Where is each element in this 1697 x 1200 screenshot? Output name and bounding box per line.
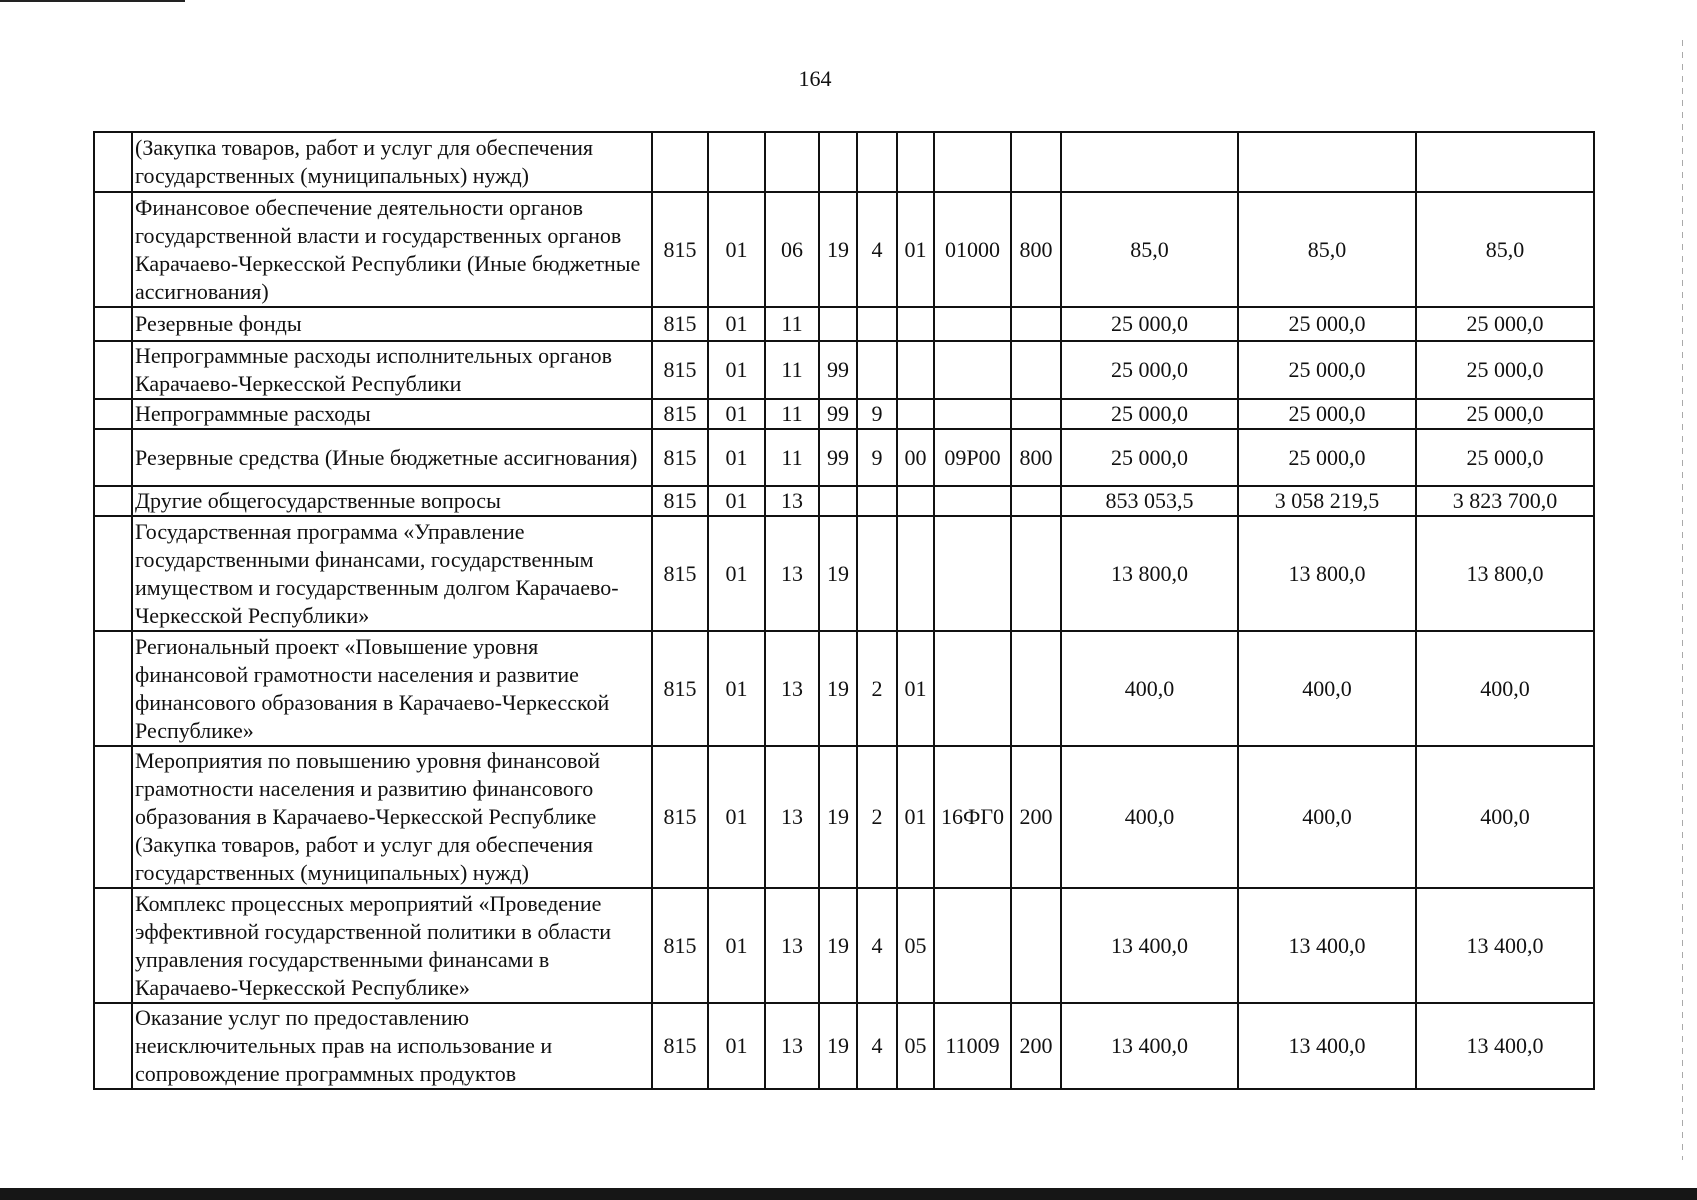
code-subsection-cell: 13 bbox=[765, 746, 819, 888]
code-expense-type-cell bbox=[1011, 341, 1061, 399]
code-expense-type-cell: 200 bbox=[1011, 746, 1061, 888]
amount-year2-cell: 25 000,0 bbox=[1238, 341, 1416, 399]
code-subsection-cell: 13 bbox=[765, 888, 819, 1003]
amount-year2-cell: 25 000,0 bbox=[1238, 399, 1416, 429]
code-direction-cell bbox=[934, 631, 1011, 746]
amount-year3-cell bbox=[1416, 132, 1594, 192]
code-subprogram-type-cell bbox=[857, 341, 897, 399]
table-row bbox=[94, 192, 1594, 307]
code-subsection-cell: 13 bbox=[765, 516, 819, 631]
amount-year1-cell: 13 400,0 bbox=[1061, 1003, 1238, 1089]
row-name-cell: Непрограммные расходы исполнительных органов Карачаево-Черкесской Республики bbox=[132, 341, 652, 399]
code-ministry-cell bbox=[652, 132, 708, 192]
amount-year1-cell: 400,0 bbox=[1061, 746, 1238, 888]
row-name-cell: Непрограммные расходы bbox=[132, 399, 652, 429]
code-direction-cell bbox=[934, 399, 1011, 429]
row-name-cell: Региональный проект «Повышение уровня финансовой грамотности населения и развитие финансового образования в Карачаево-Черкесской Республике» bbox=[132, 631, 652, 746]
table-row bbox=[94, 399, 1594, 429]
code-subprogram-type-cell bbox=[857, 486, 897, 516]
code-expense-type-cell bbox=[1011, 486, 1061, 516]
code-section-cell: 01 bbox=[708, 486, 765, 516]
amount-year2-cell: 13 400,0 bbox=[1238, 888, 1416, 1003]
code-expense-type-cell: 800 bbox=[1011, 192, 1061, 307]
code-subprogram-type-cell: 4 bbox=[857, 888, 897, 1003]
amount-year3-cell: 85,0 bbox=[1416, 192, 1594, 307]
code-subsection-cell: 11 bbox=[765, 307, 819, 341]
code-subprogram-type-cell: 9 bbox=[857, 429, 897, 486]
amount-year2-cell: 25 000,0 bbox=[1238, 429, 1416, 486]
amount-year2-cell: 13 800,0 bbox=[1238, 516, 1416, 631]
code-section-cell: 01 bbox=[708, 192, 765, 307]
table-row bbox=[94, 307, 1594, 341]
amount-year3-cell: 400,0 bbox=[1416, 631, 1594, 746]
code-direction-cell: 11009 bbox=[934, 1003, 1011, 1089]
code-subsection-cell: 13 bbox=[765, 1003, 819, 1089]
code-direction-cell: 16ФГ0 bbox=[934, 746, 1011, 888]
row-name-cell: Комплекс процессных мероприятий «Проведение эффективной государственной политики в области управления государственными финансами в Карачаево-Черкесской Республике» bbox=[132, 888, 652, 1003]
row-index-cell bbox=[94, 192, 132, 307]
amount-year1-cell: 13 400,0 bbox=[1061, 888, 1238, 1003]
code-ministry-cell: 815 bbox=[652, 341, 708, 399]
code-program-cell: 19 bbox=[819, 1003, 857, 1089]
code-program-cell: 99 bbox=[819, 399, 857, 429]
code-section-cell: 01 bbox=[708, 746, 765, 888]
row-index-cell bbox=[94, 429, 132, 486]
amount-year3-cell: 13 400,0 bbox=[1416, 888, 1594, 1003]
code-direction-cell: 09Р00 bbox=[934, 429, 1011, 486]
row-index-cell bbox=[94, 399, 132, 429]
amount-year3-cell: 3 823 700,0 bbox=[1416, 486, 1594, 516]
row-name-cell: Резервные средства (Иные бюджетные ассигнования) bbox=[132, 429, 652, 486]
row-index-cell bbox=[94, 888, 132, 1003]
table-row bbox=[94, 1003, 1594, 1089]
code-subsection-cell: 13 bbox=[765, 486, 819, 516]
amount-year2-cell: 3 058 219,5 bbox=[1238, 486, 1416, 516]
code-section-cell: 01 bbox=[708, 341, 765, 399]
code-section-cell: 01 bbox=[708, 307, 765, 341]
code-subsection-cell: 06 bbox=[765, 192, 819, 307]
code-structural-element-cell: 05 bbox=[897, 1003, 934, 1089]
row-index-cell bbox=[94, 341, 132, 399]
amount-year2-cell: 400,0 bbox=[1238, 746, 1416, 888]
table-row bbox=[94, 516, 1594, 631]
code-structural-element-cell bbox=[897, 132, 934, 192]
code-section-cell: 01 bbox=[708, 429, 765, 486]
row-name-cell: (Закупка товаров, работ и услуг для обеспечения государственных (муниципальных) нужд) bbox=[132, 132, 652, 192]
code-subprogram-type-cell: 2 bbox=[857, 746, 897, 888]
code-subsection-cell: 11 bbox=[765, 399, 819, 429]
code-structural-element-cell bbox=[897, 516, 934, 631]
amount-year3-cell: 400,0 bbox=[1416, 746, 1594, 888]
code-subprogram-type-cell: 4 bbox=[857, 192, 897, 307]
row-name-cell: Резервные фонды bbox=[132, 307, 652, 341]
row-index-cell bbox=[94, 1003, 132, 1089]
budget-table bbox=[93, 131, 1595, 1090]
amount-year3-cell: 25 000,0 bbox=[1416, 429, 1594, 486]
amount-year2-cell: 13 400,0 bbox=[1238, 1003, 1416, 1089]
code-subsection-cell: 13 bbox=[765, 631, 819, 746]
code-expense-type-cell bbox=[1011, 132, 1061, 192]
table-row bbox=[94, 429, 1594, 486]
code-direction-cell bbox=[934, 341, 1011, 399]
amount-year2-cell bbox=[1238, 132, 1416, 192]
row-index-cell bbox=[94, 132, 132, 192]
code-expense-type-cell bbox=[1011, 307, 1061, 341]
code-structural-element-cell bbox=[897, 341, 934, 399]
code-ministry-cell: 815 bbox=[652, 516, 708, 631]
table-row bbox=[94, 746, 1594, 888]
amount-year2-cell: 400,0 bbox=[1238, 631, 1416, 746]
row-name-cell: Мероприятия по повышению уровня финансовой грамотности населения и развитию финансового образования в Карачаево-Черкесской Республике (Закупка товаров, работ и услуг для обеспечения государственных (муниципальных) нужд) bbox=[132, 746, 652, 888]
code-structural-element-cell bbox=[897, 399, 934, 429]
code-direction-cell: 01000 bbox=[934, 192, 1011, 307]
code-ministry-cell: 815 bbox=[652, 429, 708, 486]
row-index-cell bbox=[94, 486, 132, 516]
scan-artifact-right-edge bbox=[1682, 40, 1683, 1160]
code-ministry-cell: 815 bbox=[652, 888, 708, 1003]
amount-year1-cell: 85,0 bbox=[1061, 192, 1238, 307]
code-expense-type-cell bbox=[1011, 399, 1061, 429]
code-structural-element-cell: 01 bbox=[897, 631, 934, 746]
code-program-cell bbox=[819, 132, 857, 192]
code-structural-element-cell: 01 bbox=[897, 746, 934, 888]
amount-year1-cell: 25 000,0 bbox=[1061, 307, 1238, 341]
code-program-cell: 19 bbox=[819, 516, 857, 631]
code-subprogram-type-cell bbox=[857, 516, 897, 631]
code-program-cell bbox=[819, 486, 857, 516]
code-section-cell bbox=[708, 132, 765, 192]
amount-year1-cell: 13 800,0 bbox=[1061, 516, 1238, 631]
amount-year2-cell: 25 000,0 bbox=[1238, 307, 1416, 341]
amount-year3-cell: 13 400,0 bbox=[1416, 1003, 1594, 1089]
code-program-cell: 19 bbox=[819, 192, 857, 307]
code-structural-element-cell: 05 bbox=[897, 888, 934, 1003]
code-program-cell: 99 bbox=[819, 341, 857, 399]
row-name-cell: Другие общегосударственные вопросы bbox=[132, 486, 652, 516]
amount-year3-cell: 25 000,0 bbox=[1416, 341, 1594, 399]
code-section-cell: 01 bbox=[708, 1003, 765, 1089]
code-expense-type-cell: 800 bbox=[1011, 429, 1061, 486]
code-ministry-cell: 815 bbox=[652, 399, 708, 429]
code-subprogram-type-cell bbox=[857, 307, 897, 341]
code-structural-element-cell: 01 bbox=[897, 192, 934, 307]
code-subprogram-type-cell bbox=[857, 132, 897, 192]
code-ministry-cell: 815 bbox=[652, 1003, 708, 1089]
code-subprogram-type-cell: 4 bbox=[857, 1003, 897, 1089]
amount-year1-cell bbox=[1061, 132, 1238, 192]
amount-year1-cell: 25 000,0 bbox=[1061, 429, 1238, 486]
code-ministry-cell: 815 bbox=[652, 486, 708, 516]
page-number: 164 bbox=[798, 66, 832, 91]
code-subprogram-type-cell: 9 bbox=[857, 399, 897, 429]
code-subsection-cell: 11 bbox=[765, 429, 819, 486]
code-section-cell: 01 bbox=[708, 516, 765, 631]
code-program-cell: 19 bbox=[819, 888, 857, 1003]
amount-year1-cell: 400,0 bbox=[1061, 631, 1238, 746]
amount-year1-cell: 25 000,0 bbox=[1061, 399, 1238, 429]
code-subsection-cell bbox=[765, 132, 819, 192]
code-structural-element-cell: 00 bbox=[897, 429, 934, 486]
row-index-cell bbox=[94, 631, 132, 746]
code-program-cell: 19 bbox=[819, 631, 857, 746]
code-structural-element-cell bbox=[897, 307, 934, 341]
code-ministry-cell: 815 bbox=[652, 307, 708, 341]
row-name-cell: Государственная программа «Управление государственными финансами, государственным имуществом и государственным долгом Карачаево-Черкесской Республики» bbox=[132, 516, 652, 631]
code-section-cell: 01 bbox=[708, 631, 765, 746]
table-body bbox=[94, 132, 1594, 1089]
code-direction-cell bbox=[934, 132, 1011, 192]
code-expense-type-cell bbox=[1011, 516, 1061, 631]
code-expense-type-cell bbox=[1011, 631, 1061, 746]
amount-year1-cell: 25 000,0 bbox=[1061, 341, 1238, 399]
amount-year2-cell: 85,0 bbox=[1238, 192, 1416, 307]
scan-artifact-bottom bbox=[0, 1188, 1697, 1200]
code-section-cell: 01 bbox=[708, 399, 765, 429]
code-section-cell: 01 bbox=[708, 888, 765, 1003]
code-direction-cell bbox=[934, 486, 1011, 516]
code-ministry-cell: 815 bbox=[652, 631, 708, 746]
code-subsection-cell: 11 bbox=[765, 341, 819, 399]
code-ministry-cell: 815 bbox=[652, 746, 708, 888]
code-program-cell: 99 bbox=[819, 429, 857, 486]
code-expense-type-cell bbox=[1011, 888, 1061, 1003]
code-direction-cell bbox=[934, 307, 1011, 341]
table-row bbox=[94, 341, 1594, 399]
code-direction-cell bbox=[934, 888, 1011, 1003]
code-program-cell bbox=[819, 307, 857, 341]
row-index-cell bbox=[94, 516, 132, 631]
code-expense-type-cell: 200 bbox=[1011, 1003, 1061, 1089]
code-ministry-cell: 815 bbox=[652, 192, 708, 307]
amount-year3-cell: 13 800,0 bbox=[1416, 516, 1594, 631]
row-index-cell bbox=[94, 307, 132, 341]
row-name-cell: Оказание услуг по предоставлению неисключительных прав на использование и сопровождение программных продуктов bbox=[132, 1003, 652, 1089]
code-structural-element-cell bbox=[897, 486, 934, 516]
amount-year3-cell: 25 000,0 bbox=[1416, 307, 1594, 341]
amount-year3-cell: 25 000,0 bbox=[1416, 399, 1594, 429]
table-row bbox=[94, 888, 1594, 1003]
code-subprogram-type-cell: 2 bbox=[857, 631, 897, 746]
row-name-cell: Финансовое обеспечение деятельности органов государственной власти и государственных органов Карачаево-Черкесской Республики (Иные бюджетные ассигнования) bbox=[132, 192, 652, 307]
scan-artifact-top bbox=[0, 0, 185, 2]
row-index-cell bbox=[94, 746, 132, 888]
amount-year1-cell: 853 053,5 bbox=[1061, 486, 1238, 516]
table-row bbox=[94, 631, 1594, 746]
table-row bbox=[94, 132, 1594, 192]
code-direction-cell bbox=[934, 516, 1011, 631]
code-program-cell: 19 bbox=[819, 746, 857, 888]
table-row bbox=[94, 486, 1594, 516]
